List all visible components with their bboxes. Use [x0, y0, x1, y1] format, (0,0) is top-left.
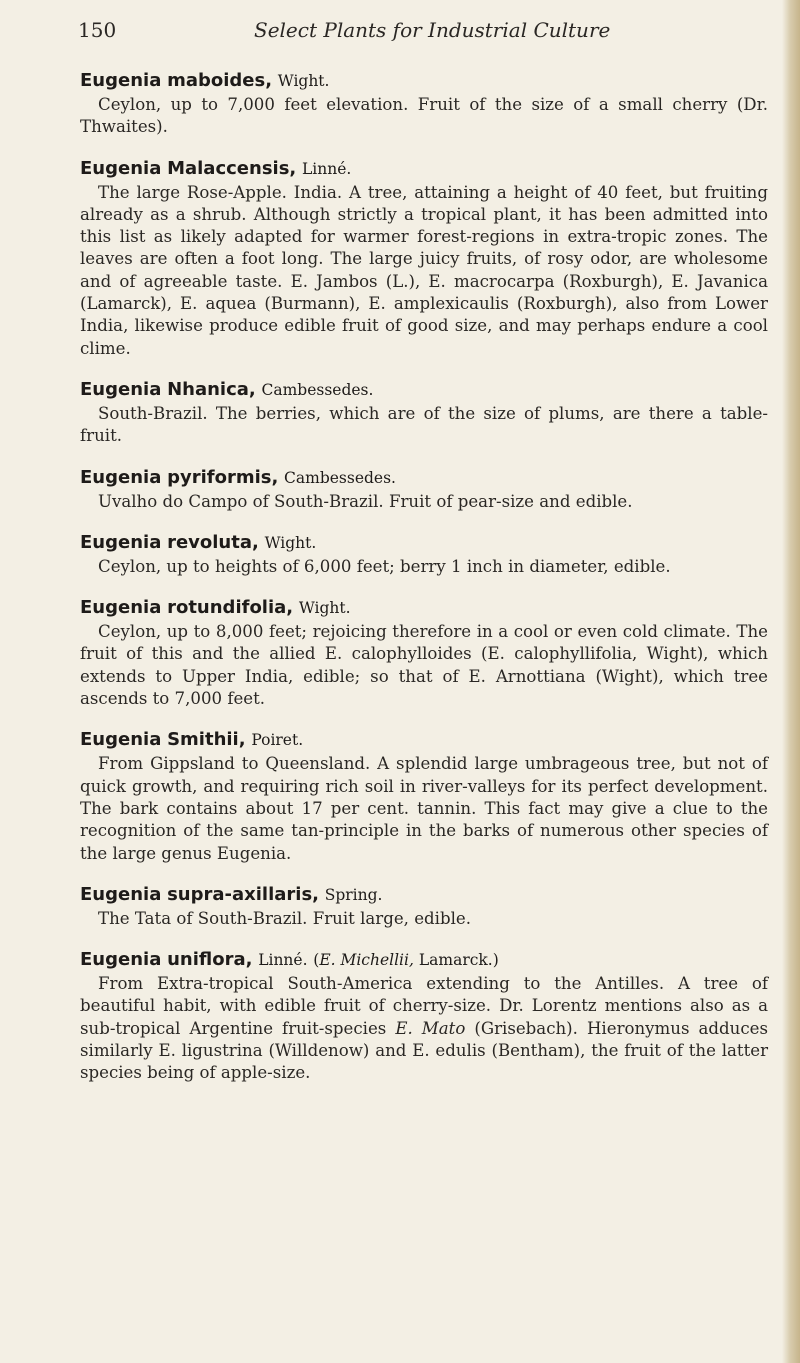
authority: Spring.	[324, 885, 383, 904]
page-header	[80, 18, 768, 52]
entry-eugenia-rotundifolia	[80, 595, 768, 710]
synonym-authority: Lamarck.)	[418, 951, 499, 970]
entry-text-part-b: (Grisebach). Hieronymus adduces similarly E. ligustrina (Willdenow) and E. edulis (Bentham), the fruit of the latter species being of apple-size.	[80, 1018, 768, 1083]
authority: Linné.	[302, 159, 352, 178]
species-name: rotundifolia,	[167, 597, 294, 619]
entry-text: Ceylon, up to 7,000 feet elevation. Fruit of the size of a small cherry (Dr. Thwaites).	[80, 95, 768, 137]
authority: Linné.	[258, 951, 308, 970]
entry-text: The large Rose-Apple. India. A tree, attaining a height of 40 feet, but fruiting already as a shrub. Although strictly a tropical plant, it has been admitted into this list as likely adapted for warmer forest-regions in extra-tropic zones. The leaves are often a foot long. The large juicy fruits, of rosy odor, are wholesome and of agreeable taste. E. Jambos (L.), E. macrocarpa (Roxburgh), E. Javanica (Lamarck), E. aquea (Burmann), E. amplexicaulis (Roxburgh), also from Lower India, likewise produce edible fruit of good size, and may perhaps endure a cool clime.	[80, 182, 768, 358]
entry-text-part-a: From Extra-tropical South-America extending to the Antilles. A tree of beautiful habit, with edible fruit of cherry-size. Dr. Lorentz mentions also as a sub-tropical Argentine fruit-species	[80, 974, 768, 1038]
genus-name: Eugenia	[80, 883, 162, 905]
genus-name: Eugenia	[80, 70, 162, 91]
authority: Wight.	[277, 72, 330, 90]
entry-text: Uvalho do Campo of South-Brazil. Fruit of pear-size and edible.	[98, 491, 633, 511]
synonym-name: E. Michellii,	[319, 951, 414, 970]
species-name: Malaccensis,	[167, 157, 297, 179]
species-name: uniflora,	[167, 949, 253, 971]
entry-heading	[80, 465, 768, 491]
entry-text: From Gippsland to Queensland. A splendid large umbrageous tree, but not of quick growth, and requiring rich soil in river-valleys for its perfect development. The bark contains about 17 per cent. tannin. This fact may give a clue to the recognition of the same tan-principle in the barks of numerous other species of the large genus Eugenia.	[80, 754, 768, 863]
species-name: pyriformis,	[167, 466, 279, 488]
entry-eugenia-smithii	[80, 727, 768, 864]
page-edge-shadow	[782, 0, 800, 1363]
book-page	[80, 18, 768, 1102]
entry-heading	[80, 530, 768, 556]
genus-name: Eugenia	[80, 466, 162, 488]
entry-heading	[80, 377, 768, 403]
entry-eugenia-revoluta	[80, 530, 768, 578]
synonym-open-paren: (	[313, 951, 320, 970]
authority: Cambessedes.	[261, 380, 374, 399]
authority: Poiret.	[251, 731, 304, 750]
genus-name: Eugenia	[80, 729, 162, 751]
entry-text: South-Brazil. The berries, which are of the size of plums, are there a table-fruit.	[80, 403, 768, 446]
entry-eugenia-pyriformis	[80, 465, 768, 513]
entry-eugenia-supra-axillaris	[80, 882, 768, 930]
genus-name: Eugenia	[80, 531, 162, 553]
genus-name: Eugenia	[80, 157, 162, 179]
authority: Wight.	[298, 599, 351, 618]
entry-eugenia-malaccensis	[80, 156, 768, 360]
entry-heading	[80, 68, 768, 94]
page-number: 150	[78, 18, 117, 42]
entry-eugenia-uniflora	[80, 947, 768, 1084]
entry-text: The Tata of South-Brazil. Fruit large, edible.	[98, 908, 471, 928]
entry-heading	[80, 727, 768, 753]
species-name: Nhanica,	[167, 378, 256, 400]
species-name: supra-axillaris,	[167, 883, 319, 905]
entry-heading	[80, 595, 768, 621]
entry-text: Ceylon, up to heights of 6,000 feet; berry 1 inch in diameter, edible.	[98, 556, 671, 576]
entry-heading	[80, 947, 768, 973]
genus-name: Eugenia	[80, 949, 162, 971]
entry-eugenia-nhanica	[80, 377, 768, 448]
entry-heading	[80, 882, 768, 908]
entry-text	[80, 973, 768, 1084]
entry-heading	[80, 156, 768, 182]
genus-name: Eugenia	[80, 597, 162, 619]
species-name: revoluta,	[167, 531, 259, 553]
species-name: maboides,	[167, 70, 273, 91]
entry-text: Ceylon, up to 8,000 feet; rejoicing therefore in a cool or even cold climate. The fruit of this and the allied E. calophylloides (E. calophyllifolia, Wight), which extends to Upper India, edible; so that of E. Arnottiana (Wight), which tree ascends to 7,000 feet.	[80, 622, 768, 709]
species-name: Smithii,	[167, 729, 246, 751]
authority: Cambessedes.	[284, 468, 396, 487]
running-head: Select Plants for Industrial Culture	[254, 18, 611, 42]
genus-name: Eugenia	[80, 378, 162, 400]
entry-text-italic-species: E. Mato	[395, 1018, 466, 1038]
authority: Wight.	[264, 533, 317, 552]
entry-eugenia-maboides	[80, 68, 768, 139]
synonym	[313, 951, 499, 969]
